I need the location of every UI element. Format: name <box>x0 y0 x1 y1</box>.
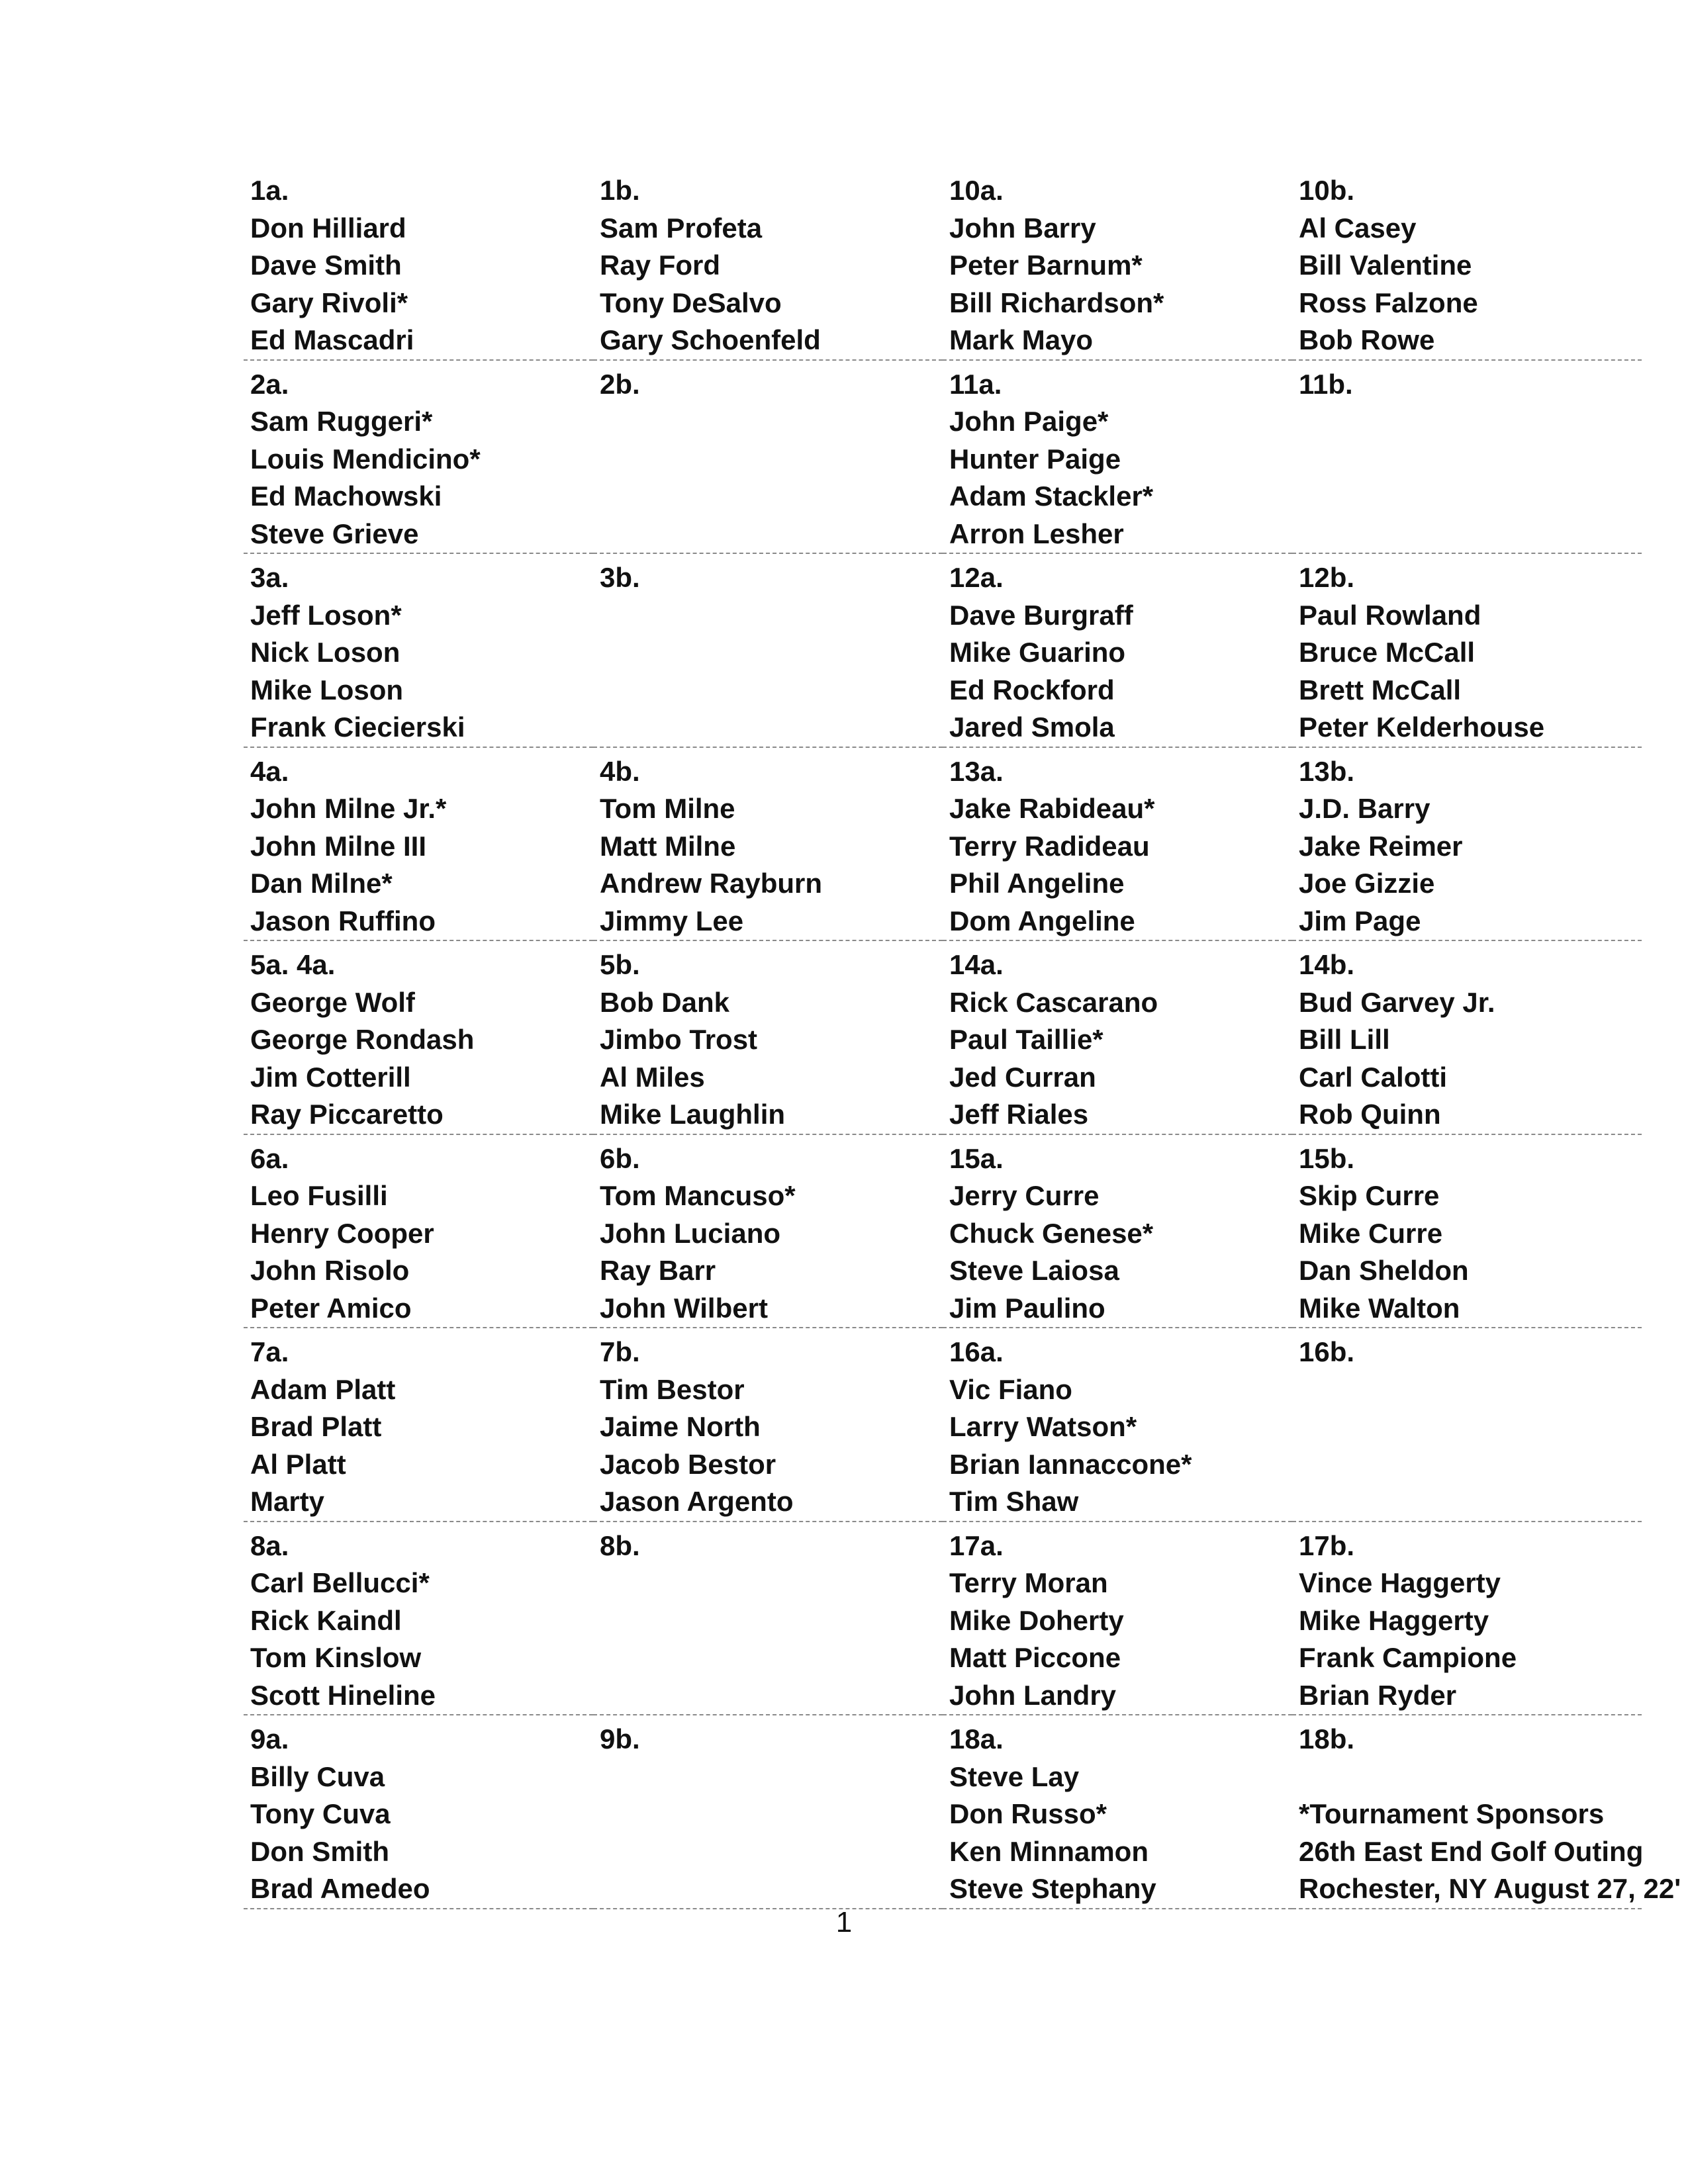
player-name: Skip Curre <box>1299 1180 1440 1211</box>
player-name: Dom Angeline <box>949 905 1135 936</box>
group-label: 10b. <box>1299 175 1355 206</box>
player-name: George Wolf <box>250 986 415 1018</box>
player-name: Jed Curran <box>949 1061 1096 1093</box>
group-cell <box>1292 360 1642 554</box>
player-name: Peter Amico <box>250 1292 412 1324</box>
group-label: 6b. <box>600 1142 640 1174</box>
player-name: Phil Angeline <box>949 868 1125 899</box>
group-cell <box>943 940 1292 1134</box>
group-label: 12b. <box>1299 562 1355 593</box>
pairings-row <box>244 360 1642 554</box>
player-name: Dave Smith <box>250 250 402 281</box>
player-name: Mike Curre <box>1299 1217 1443 1249</box>
player-name: Rick Kaindl <box>250 1604 402 1636</box>
player-name: Terry Radideau <box>949 830 1150 862</box>
player-name: Vince Haggerty <box>1299 1567 1501 1598</box>
group-cell <box>1292 940 1642 1134</box>
group-label: 14b. <box>1299 949 1355 980</box>
group-cell <box>244 1522 593 1715</box>
group-cell <box>943 167 1292 360</box>
group-label: 4a. <box>250 755 289 787</box>
page-number: 1 <box>835 1906 853 1938</box>
player-name: Brian Iannaccone* <box>949 1448 1192 1480</box>
group-label: 9b. <box>600 1723 640 1754</box>
group-cell <box>1292 1328 1642 1522</box>
group-cell <box>1292 167 1642 360</box>
player-name: Adam Platt <box>250 1373 396 1405</box>
group-cell <box>593 167 943 360</box>
player-name: Matt Milne <box>600 830 736 862</box>
group-cell <box>244 167 593 360</box>
group-cell <box>244 1715 593 1909</box>
player-name: Jake Reimer <box>1299 830 1463 862</box>
group-label: 15b. <box>1299 1142 1355 1174</box>
player-name: Brett McCall <box>1299 674 1462 705</box>
group-label: 12a. <box>949 562 1004 593</box>
player-name: Mike Laughlin <box>600 1099 786 1130</box>
player-name: Jimmy Lee <box>600 905 744 936</box>
player-name: John Luciano <box>600 1217 780 1249</box>
group-cell <box>244 1134 593 1328</box>
group-label: 3a. <box>250 562 289 593</box>
player-name: Steve Laiosa <box>949 1255 1119 1286</box>
group-label: 2b. <box>600 368 640 400</box>
pairings-row <box>244 1328 1642 1522</box>
group-cell <box>244 940 593 1134</box>
group-cell <box>244 360 593 554</box>
player-name: Jim Page <box>1299 905 1421 936</box>
group-label: 5b. <box>600 949 640 980</box>
player-name: Steve Lay <box>949 1760 1080 1792</box>
pairings-row <box>244 1522 1642 1715</box>
group-label: 18a. <box>949 1723 1004 1754</box>
group-cell <box>1292 747 1642 941</box>
player-name: *Tournament Sponsors <box>1299 1798 1605 1829</box>
player-name: Jake Rabideau* <box>949 793 1155 824</box>
group-label: 3b. <box>600 562 640 593</box>
group-label: 13a. <box>949 755 1004 787</box>
player-name: Jason Ruffino <box>250 905 436 936</box>
player-name: Joe Gizzie <box>1299 868 1435 899</box>
player-name: Jim Paulino <box>949 1292 1105 1324</box>
player-name: Tim Shaw <box>949 1486 1079 1517</box>
player-name: Mike Haggerty <box>1299 1604 1489 1636</box>
player-name: Marty <box>250 1486 325 1517</box>
player-name: Ross Falzone <box>1299 287 1478 318</box>
player-name: Sam Profeta <box>600 212 763 244</box>
player-name: Ed Machowski <box>250 480 442 512</box>
player-name: John Barry <box>949 212 1096 244</box>
player-name: Bill Valentine <box>1299 250 1472 281</box>
player-name: 26th East End Golf Outing <box>1299 1835 1644 1867</box>
group-cell <box>593 1522 943 1715</box>
group-label: 11b. <box>1299 368 1353 400</box>
player-name: Jim Cotterill <box>250 1061 411 1093</box>
player-name: Ray Piccaretto <box>250 1099 444 1130</box>
group-label: 1a. <box>250 175 289 206</box>
player-name: Carl Calotti <box>1299 1061 1448 1093</box>
player-name: Tom Kinslow <box>250 1642 422 1673</box>
player-name: Frank Ciecierski <box>250 711 465 743</box>
pairings-table <box>244 167 1681 1909</box>
group-cell <box>593 1328 943 1522</box>
group-label: 7a. <box>250 1336 289 1367</box>
player-name: John Paige* <box>949 406 1109 437</box>
group-cell <box>943 1134 1292 1328</box>
player-name: Rob Quinn <box>1299 1099 1441 1130</box>
player-name: John Wilbert <box>600 1292 768 1324</box>
player-name: Paul Rowland <box>1299 599 1481 631</box>
player-name: Jared Smola <box>949 711 1115 743</box>
player-name: Steve Grieve <box>250 518 419 549</box>
group-cell <box>943 1522 1292 1715</box>
player-name: Dave Burgraff <box>949 599 1133 631</box>
player-name: Peter Kelderhouse <box>1299 711 1545 743</box>
player-name: Al Miles <box>600 1061 705 1093</box>
player-name: Mike Walton <box>1299 1292 1460 1324</box>
player-name: Vic Fiano <box>949 1373 1072 1405</box>
player-name: Mike Guarino <box>949 637 1126 668</box>
player-name: Larry Watson* <box>949 1411 1137 1442</box>
group-cell <box>1292 1134 1642 1328</box>
pairings-row <box>244 1715 1642 1909</box>
pairings-body <box>244 167 1681 1909</box>
group-label: 4b. <box>600 755 640 787</box>
player-name: Ken Minnamon <box>949 1835 1149 1867</box>
player-name: Mike Loson <box>250 674 404 705</box>
player-name: Bob Rowe <box>1299 324 1435 355</box>
group-cell <box>593 553 943 747</box>
player-name: Bob Dank <box>600 986 730 1018</box>
player-name: Mike Doherty <box>949 1604 1124 1636</box>
group-label: 15a. <box>949 1142 1004 1174</box>
group-label: 9a. <box>250 1723 289 1754</box>
group-label: 17b. <box>1299 1529 1355 1561</box>
player-name: Andrew Rayburn <box>600 868 823 899</box>
player-name: Paul Taillie* <box>949 1024 1103 1055</box>
player-name: Peter Barnum* <box>949 250 1143 281</box>
group-label: 8b. <box>600 1529 640 1561</box>
pairings-row <box>244 167 1642 360</box>
player-name: Rick Cascarano <box>949 986 1158 1018</box>
group-label: 10a. <box>949 175 1004 206</box>
player-name: Hunter Paige <box>949 443 1121 475</box>
group-cell <box>943 553 1292 747</box>
player-name: Nick Loson <box>250 637 400 668</box>
group-cell <box>943 1715 1292 1909</box>
group-label: 6a. <box>250 1142 289 1174</box>
player-name: Jeff Riales <box>949 1099 1089 1130</box>
group-cell <box>943 1328 1292 1522</box>
player-name: Terry Moran <box>949 1567 1108 1598</box>
pairings-row <box>244 553 1642 747</box>
player-name: Bud Garvey Jr. <box>1299 986 1495 1018</box>
group-cell <box>593 1134 943 1328</box>
player-name: Don Smith <box>250 1835 389 1867</box>
player-name: Billy Cuva <box>250 1760 385 1792</box>
player-name: Bill Lill <box>1299 1024 1390 1055</box>
player-name: George Rondash <box>250 1024 475 1055</box>
player-name: John Milne Jr.* <box>250 793 447 824</box>
player-name: Carl Bellucci* <box>250 1567 430 1598</box>
player-name: Bruce McCall <box>1299 637 1476 668</box>
player-name: Don Russo* <box>949 1798 1107 1829</box>
player-name: Gary Schoenfeld <box>600 324 821 355</box>
player-name: Matt Piccone <box>949 1642 1121 1673</box>
group-label: 2a. <box>250 368 289 400</box>
group-cell <box>593 360 943 554</box>
player-name: Steve Stephany <box>949 1873 1156 1904</box>
group-cell <box>593 747 943 941</box>
player-name: Al Casey <box>1299 212 1417 244</box>
player-name: Brad Amedeo <box>250 1873 430 1904</box>
player-name: John Milne III <box>250 830 427 862</box>
group-cell <box>943 747 1292 941</box>
group-label: 7b. <box>600 1336 640 1367</box>
player-name: Tony DeSalvo <box>600 287 782 318</box>
group-label: 14a. <box>949 949 1004 980</box>
player-name: Ray Barr <box>600 1255 716 1286</box>
player-name: Brian Ryder <box>1299 1679 1457 1711</box>
group-label: 18b. <box>1299 1723 1355 1754</box>
group-label: 8a. <box>250 1529 289 1561</box>
player-name: Ray Ford <box>600 250 721 281</box>
player-name: Rochester, NY August 27, 22' <box>1299 1873 1681 1904</box>
player-name: J.D. Barry <box>1299 793 1430 824</box>
group-cell <box>1292 553 1642 747</box>
player-name: Al Platt <box>250 1448 346 1480</box>
player-name: Jeff Loson* <box>250 599 402 631</box>
player-name: Jason Argento <box>600 1486 794 1517</box>
player-name: Jerry Curre <box>949 1180 1100 1211</box>
player-name: Gary Rivoli* <box>250 287 408 318</box>
player-name: Adam Stackler* <box>949 480 1154 512</box>
player-name: Bill Richardson* <box>949 287 1164 318</box>
player-name: Ed Rockford <box>949 674 1115 705</box>
group-cell <box>943 360 1292 554</box>
player-name: Henry Cooper <box>250 1217 434 1249</box>
player-name: Dan Milne* <box>250 868 393 899</box>
pairings-row <box>244 940 1642 1134</box>
player-name: Scott Hineline <box>250 1679 436 1711</box>
group-cell <box>244 1328 593 1522</box>
player-name: Leo Fusilli <box>250 1180 388 1211</box>
player-name: Chuck Genese* <box>949 1217 1154 1249</box>
group-label: 16a. <box>949 1336 1004 1367</box>
player-name: Sam Ruggeri* <box>250 406 433 437</box>
player-name: Ed Mascadri <box>250 324 414 355</box>
player-name: Louis Mendicino* <box>250 443 481 475</box>
player-name: Tom Mancuso* <box>600 1180 796 1211</box>
player-name: Don Hilliard <box>250 212 406 244</box>
player-name: Brad Platt <box>250 1411 382 1442</box>
player-name: Frank Campione <box>1299 1642 1517 1673</box>
group-label: 5a. 4a. <box>250 949 336 980</box>
player-name: Arron Lesher <box>949 518 1124 549</box>
group-label: 16b. <box>1299 1336 1355 1367</box>
group-label: 13b. <box>1299 755 1355 787</box>
group-label: 1b. <box>600 175 640 206</box>
player-name: Tim Bestor <box>600 1373 745 1405</box>
group-label: 17a. <box>949 1529 1004 1561</box>
group-cell <box>244 747 593 941</box>
player-name: Mark Mayo <box>949 324 1094 355</box>
group-cell <box>1292 1522 1642 1715</box>
group-cell <box>593 1715 943 1909</box>
player-name: Dan Sheldon <box>1299 1255 1469 1286</box>
pairings-row <box>244 747 1642 941</box>
player-name: John Risolo <box>250 1255 410 1286</box>
player-name: Tony Cuva <box>250 1798 391 1829</box>
player-name: Jimbo Trost <box>600 1024 758 1055</box>
player-name: Tom Milne <box>600 793 735 824</box>
group-cell <box>244 553 593 747</box>
group-cell <box>1292 1715 1681 1909</box>
player-name: Jaime North <box>600 1411 761 1442</box>
group-label: 11a. <box>949 368 1002 400</box>
pairings-row <box>244 1134 1642 1328</box>
player-name: John Landry <box>949 1679 1117 1711</box>
player-name: Jacob Bestor <box>600 1448 776 1480</box>
group-cell <box>593 940 943 1134</box>
